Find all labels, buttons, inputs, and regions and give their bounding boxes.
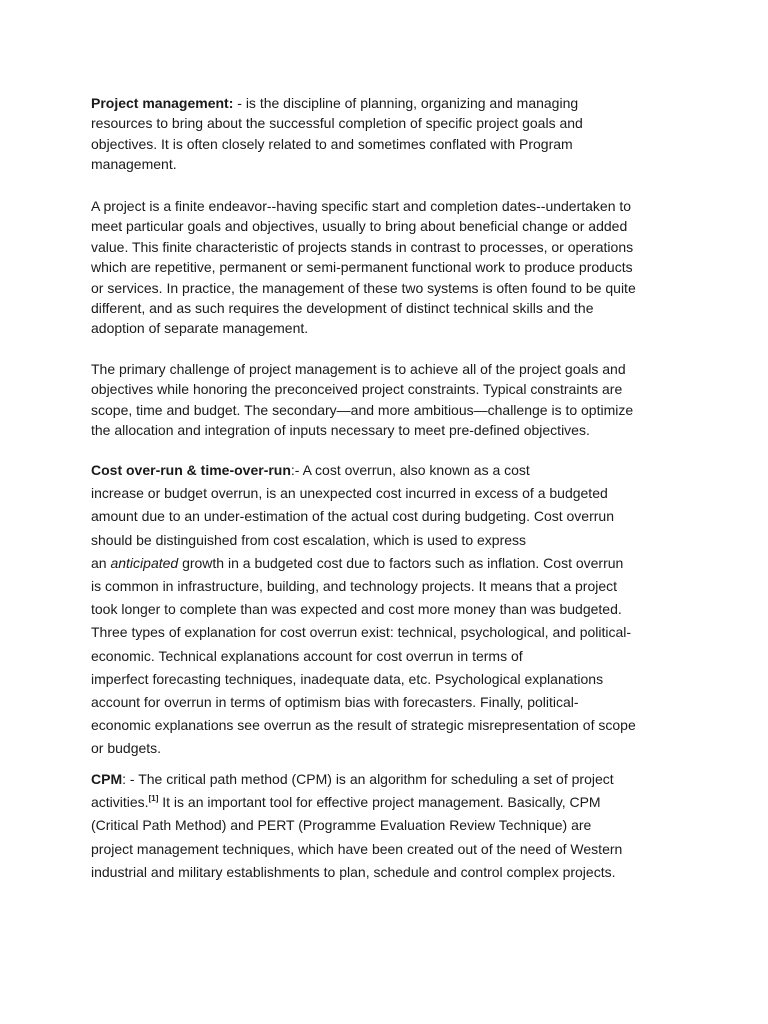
text-line: economic explanations see overrun as the result of strategic misrepresentation of scope	[91, 717, 636, 734]
text-line: different, and as such requires the development of distinct technical skills and the	[91, 300, 594, 317]
text-line: industrial and military establishments to plan, schedule and control complex projects.	[91, 863, 616, 880]
text-line: an anticipated growth in a budgeted cost due to factors such as inflation. Cost overrun	[91, 554, 624, 571]
paragraph-finite-project	[91, 196, 691, 339]
term-project-management: Project management:	[91, 95, 234, 111]
text-line: took longer to complete than was expected and cost more money than was budgeted.	[91, 601, 622, 618]
text-line: CPM: - The critical path method (CPM) is an algorithm for scheduling a set of project	[91, 771, 614, 787]
text-line: Project management: - is the discipline of planning, organizing and managing	[91, 95, 579, 111]
text-line: amount due to an under-estimation of the actual cost during budgeting. Cost overrun	[91, 508, 614, 525]
text-line: adoption of separate management.	[91, 320, 309, 337]
text-line: or services. In practice, the management of these two systems is often found to be quite	[91, 279, 636, 296]
emphasis-anticipated: anticipated	[110, 554, 179, 571]
text-line: account for overrun in terms of optimism bias with forecasters. Finally, political-	[91, 694, 579, 711]
text-line: Cost over-run & time-over-run:- A cost overrun, also known as a cost	[91, 462, 530, 478]
text-line: Three types of explanation for cost overrun exist: technical, psychological, and political-	[91, 624, 632, 641]
text-line: is common in infrastructure, building, and technology projects. It means that a project	[91, 578, 618, 595]
text-line: project management techniques, which have been created out of the need of Western	[91, 840, 623, 857]
paragraph-cpm	[91, 768, 691, 884]
text-line: scope, time and budget. The secondary—and more ambitious—challenge is to optimize	[91, 401, 634, 418]
text-line: economic. Technical explanations account for cost overrun in terms of	[91, 647, 523, 664]
text-line: increase or budget overrun, is an unexpected cost incurred in excess of a budgeted	[91, 485, 608, 502]
paragraph-project-management	[91, 93, 691, 175]
text-line: imperfect forecasting techniques, inadequate data, etc. Psychological explanations	[91, 670, 604, 687]
text-line: the allocation and integration of inputs necessary to meet pre-defined objectives.	[91, 422, 590, 439]
text-line: (Critical Path Method) and PERT (Programme Evaluation Review Technique) are	[91, 817, 592, 834]
text-line: activities.[1] It is an important tool for effective project management. Basically, CPM	[91, 794, 601, 811]
text-line: A project is a finite endeavor--having specific start and completion dates--undertaken to	[91, 198, 632, 214]
text-line: meet particular goals and objectives, usually to bring about beneficial change or added	[91, 218, 628, 235]
text-line: or budgets.	[91, 740, 162, 757]
paragraph-cost-overrun	[91, 459, 691, 761]
text-line: The primary challenge of project management is to achieve all of the project goals and	[91, 361, 626, 377]
text-line: resources to bring about the successful completion of specific project goals and	[91, 115, 583, 132]
text-line: management.	[91, 156, 177, 173]
reference-link[interactable]: [1]	[148, 794, 159, 804]
text-line: should be distinguished from cost escalation, which is used to express	[91, 531, 527, 548]
text-line: which are repetitive, permanent or semi-permanent functional work to produce products	[91, 259, 633, 276]
term-cpm: CPM	[91, 771, 123, 787]
text-line: objectives while honoring the preconceived project constraints. Typical constraints are	[91, 381, 623, 398]
text-line: objectives. It is often closely related to and sometimes conflated with Program	[91, 135, 573, 152]
paragraph-primary-challenge	[91, 359, 691, 441]
text-line: value. This finite characteristic of projects stands in contrast to processes, or operations	[91, 238, 634, 255]
term-cost-overrun: Cost over-run & time-over-run	[91, 462, 291, 478]
